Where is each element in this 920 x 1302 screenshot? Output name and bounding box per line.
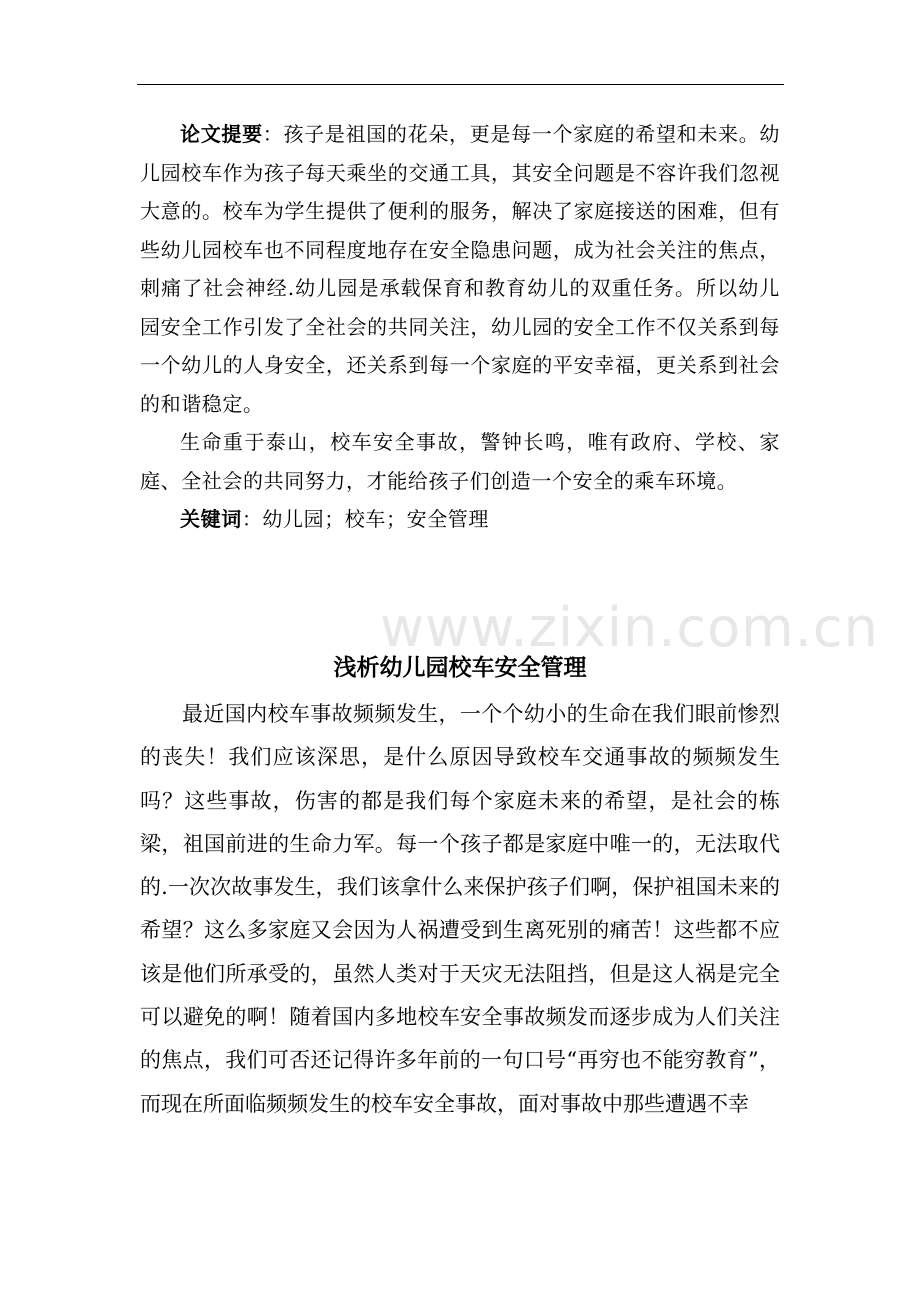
header-rule <box>137 84 784 85</box>
keywords-paragraph <box>140 500 780 539</box>
summary-text: ：孩子是祖国的花朵，更是每一个家庭的希望和未来。幼儿园校车作为孩子每天乘坐的交通工具，其安全问题是不容许我们忽视大意的。校车为学生提供了便利的服务，解决了家庭接送的困难，但有些幼儿园校车也不同程度地存在安全隐患问题，成为社会关注的焦点，刺痛了社会神经.幼儿园是承载保育和教育幼儿的双重任务。所以幼儿园安全工作引发了全社会的共同关注，幼儿园的安全工作不仅关系到每一个幼儿的人身安全，还关系到每一个家庭的平安幸福，更关系到社会的和谐稳定。 <box>140 122 781 416</box>
keywords-label: 关键词 <box>180 507 242 531</box>
keywords-text: ：幼儿园；校车；安全管理 <box>241 507 490 531</box>
body-paragraph: 最近国内校车事故频频发生，一个个幼小的生命在我们眼前惨烈的丧失！我们应该深思，是什么原因导致校车交通事故的频频发生吗？这些事故，伤害的都是我们每个家庭未来的希望，是社会的栋梁，祖国前进的生命力军。每一个孩子都是家庭中唯一的，无法取代的.一次次故事发生，我们该拿什么来保护孩子们啊，保护祖国未来的希望？这么多家庭又会因为人祸遭受到生离死别的痛苦！这些都不应该是他们所承受的，虽然人类对于天灾无法阻挡，但是这人祸是完全可以避免的啊！随着国内多地校车安全事故频发而逐步成为人们关注的焦点，我们可否还记得许多年前的一句口号“再穷也不能穷教育”，而现在所面临频频发生的校车安全事故，面对事故中那些遭遇不幸 <box>140 702 780 1116</box>
abstract-section <box>140 115 780 539</box>
abstract-second-paragraph: 生命重于泰山，校车安全事故，警钟长鸣，唯有政府、学校、家庭、全社会的共同努力，才能给孩子们创造一个安全的乘车环境。 <box>140 430 780 493</box>
abstract-summary-paragraph <box>140 115 780 423</box>
article-body <box>140 693 780 1126</box>
summary-label: 论文提要 <box>180 122 263 146</box>
article-title: 浅析幼儿园校车安全管理 <box>333 655 587 681</box>
watermark-logo: www.zixin.com.cn <box>380 596 879 659</box>
